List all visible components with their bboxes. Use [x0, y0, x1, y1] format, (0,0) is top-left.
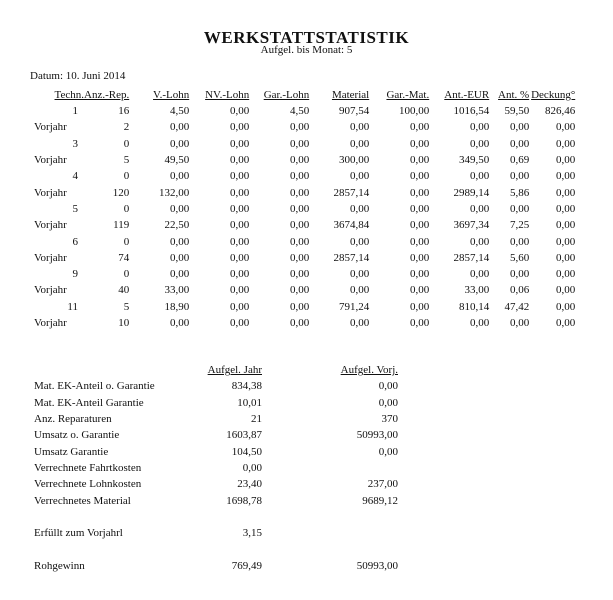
column-header-ant-eur: Ant.-EUR: [444, 88, 490, 101]
cell-deckung: 0,00: [555, 121, 576, 134]
cell-ant-eur: 0,00: [469, 317, 490, 329]
cell-deckung: 0,00: [555, 186, 576, 199]
cell-material: 0,00: [349, 202, 370, 215]
cell-material: 3674,84: [333, 219, 370, 232]
cell-gar-lohn: 0,00: [289, 137, 310, 150]
cell-nv-lohn: 0,00: [229, 300, 250, 313]
gross-profit-label: Rohgewinn: [34, 560, 85, 572]
cell-gar-mat: 100,00: [398, 105, 430, 118]
summary-label: Umsatz o. Garantie: [34, 429, 120, 442]
gross-profit-year: 769,49: [231, 560, 262, 572]
table-row: [34, 201, 575, 217]
cell-ant-pct: 0,00: [509, 137, 530, 150]
cell-v-lohn: 18,90: [164, 300, 190, 313]
cell-gar-lohn: 0,00: [289, 170, 310, 183]
cell-deckung: 0,00: [555, 137, 576, 150]
cell-ant-eur: 0,00: [469, 170, 490, 183]
column-header-ant-pct: Ant. %: [498, 88, 530, 101]
cell-deckung: 0,00: [555, 170, 576, 183]
summary-value-prev-year: [262, 460, 398, 476]
column-header-deckung: Deckung°: [531, 88, 576, 101]
cell-gar-lohn: 0,00: [289, 300, 310, 313]
cell-ant-pct: 0,00: [509, 268, 530, 281]
cell-material: 0,00: [349, 317, 370, 329]
cell-gar-lohn: 0,00: [289, 219, 310, 232]
cell-gar-mat: 0,00: [409, 154, 430, 167]
cell-ant-pct: 0,00: [509, 121, 530, 134]
cell-ant-pct: 5,86: [509, 186, 530, 199]
cell-v-lohn: 49,50: [164, 154, 190, 167]
cell-anz-rep: 2: [123, 121, 130, 134]
column-header-gar-lohn: Gar.-Lohn: [263, 88, 310, 101]
summary-value-year: 0,00: [242, 461, 262, 474]
cell-v-lohn: 0,00: [169, 251, 190, 264]
fulfilled-label: Erfüllt zum Vorjahrl: [34, 527, 123, 539]
column-header-material: Material: [331, 88, 370, 101]
cell-ant-pct: 0,00: [509, 317, 530, 329]
summary-header-row: [34, 362, 398, 378]
cell-nv-lohn: 0,00: [229, 137, 250, 150]
cell-ant-eur: 0,00: [469, 235, 490, 248]
summary-label: Verrechnete Fahrtkosten: [34, 461, 142, 474]
column-header-nv-lohn: NV.-Lohn: [205, 88, 250, 101]
cell-gar-mat: 0,00: [409, 202, 430, 215]
cell-deckung: 0,00: [555, 268, 576, 281]
cell-nv-lohn: 0,00: [229, 235, 250, 248]
cell-ant-eur: 0,00: [469, 121, 490, 134]
cell-gar-mat: 0,00: [409, 186, 430, 199]
cell-ant-eur: 0,00: [469, 137, 490, 150]
cell-deckung: 0,00: [555, 317, 576, 329]
cell-gar-lohn: 0,00: [289, 284, 310, 297]
cell-v-lohn: 0,00: [169, 170, 190, 183]
cell-anz-rep: 0: [123, 235, 130, 248]
cell-nv-lohn: 0,00: [229, 154, 250, 167]
cell-anz-rep: 0: [123, 202, 130, 215]
summary-label: Mat. EK-Anteil o. Garantie: [34, 380, 155, 393]
cell-v-lohn: 22,50: [164, 219, 190, 232]
report-date: Datum: 10. Juni 2014: [30, 70, 126, 82]
summary-label: Verrechnete Lohnkosten: [34, 478, 142, 491]
cell-ant-pct: 7,25: [509, 219, 530, 232]
cell-nv-lohn: 0,00: [229, 284, 250, 297]
cell-v-lohn: 0,00: [169, 137, 190, 150]
cell-v-lohn: 0,00: [169, 202, 190, 215]
cell-material: 0,00: [349, 121, 370, 134]
summary-row: [34, 395, 398, 411]
summary-value-prev-year: 0,00: [378, 380, 398, 393]
cell-anz-rep: 0: [123, 137, 130, 150]
cell-techn: Vorjahr: [34, 317, 67, 329]
cell-ant-pct: 0,00: [509, 202, 530, 215]
table-row: [34, 266, 575, 282]
summary-value-year: 10,01: [237, 396, 262, 409]
cell-material: 791,24: [338, 300, 370, 313]
cell-gar-mat: 0,00: [409, 121, 430, 134]
cell-gar-mat: 0,00: [409, 300, 430, 313]
cell-gar-mat: 0,00: [409, 170, 430, 183]
cell-techn: 11: [67, 300, 78, 313]
cell-material: 0,00: [349, 137, 370, 150]
table-row: [34, 315, 575, 331]
cell-material: 0,00: [349, 268, 370, 281]
report-subtitle: Aufgel. bis Monat: 5: [260, 44, 353, 56]
cell-ant-pct: 5,60: [509, 251, 530, 264]
cell-v-lohn: 0,00: [169, 317, 190, 329]
cell-ant-eur: 2857,14: [453, 251, 490, 264]
cell-v-lohn: 4,50: [169, 105, 190, 118]
table-row: [34, 103, 575, 119]
cell-techn: 3: [72, 137, 78, 150]
summary-label: Verrechnetes Material: [34, 494, 131, 507]
cell-ant-pct: 59,50: [504, 105, 530, 118]
cell-anz-rep: 0: [123, 170, 130, 183]
cell-anz-rep: 40: [118, 284, 130, 297]
cell-ant-pct: 0,06: [509, 284, 530, 297]
table-row: [34, 119, 575, 135]
cell-techn: Vorjahr: [34, 251, 67, 264]
cell-gar-lohn: 0,00: [289, 186, 310, 199]
cell-techn: 1: [72, 105, 78, 118]
cell-nv-lohn: 0,00: [229, 170, 250, 183]
summary-row: [34, 427, 398, 443]
cell-deckung: 0,00: [555, 154, 576, 167]
cell-gar-lohn: 0,00: [289, 121, 310, 134]
cell-techn: 9: [72, 268, 78, 281]
cell-ant-eur: 2989,14: [453, 186, 490, 199]
cell-gar-lohn: 0,00: [289, 235, 310, 248]
summary-row: [34, 411, 398, 427]
table-row: [34, 299, 575, 315]
summary-row: [34, 476, 398, 492]
cell-deckung: 0,00: [555, 251, 576, 264]
cell-gar-mat: 0,00: [409, 251, 430, 264]
cell-nv-lohn: 0,00: [229, 251, 250, 264]
summary-value-year: 21: [251, 413, 262, 426]
cell-gar-mat: 0,00: [409, 235, 430, 248]
cell-gar-mat: 0,00: [409, 137, 430, 150]
summary-value-prev-year: 50993,00: [356, 429, 398, 442]
cell-ant-pct: 47,42: [504, 300, 530, 313]
cell-techn: 4: [72, 170, 78, 183]
cell-ant-eur: 33,00: [464, 284, 490, 297]
summary-row: [34, 443, 398, 459]
cell-gar-lohn: 0,00: [289, 268, 310, 281]
cell-anz-rep: 5: [123, 300, 130, 313]
column-header-techn: Techn.: [54, 88, 84, 101]
cell-material: 0,00: [349, 235, 370, 248]
table-header-row: [34, 86, 575, 103]
cell-gar-mat: 0,00: [409, 317, 430, 329]
cell-nv-lohn: 0,00: [229, 121, 250, 134]
column-header-gar-mat: Gar.-Mat.: [386, 88, 430, 101]
cell-nv-lohn: 0,00: [229, 219, 250, 232]
cell-ant-pct: 0,00: [509, 235, 530, 248]
cell-gar-mat: 0,00: [409, 284, 430, 297]
cell-anz-rep: 0: [123, 268, 130, 281]
cell-gar-lohn: 0,00: [289, 202, 310, 215]
column-header-anz-rep: Anz.-Rep.: [84, 88, 130, 101]
summary-row: [34, 492, 398, 508]
cell-gar-lohn: 0,00: [289, 154, 310, 167]
summary-value-year: 1698,78: [226, 494, 262, 507]
cell-ant-pct: 0,00: [509, 170, 530, 183]
cell-ant-pct: 0,69: [509, 154, 530, 167]
table-row: [34, 282, 575, 298]
cell-ant-eur: 0,00: [469, 268, 490, 281]
cell-deckung: 826,46: [544, 105, 576, 118]
cell-material: 0,00: [349, 284, 370, 297]
summary-value-prev-year: 9689,12: [362, 494, 398, 507]
cell-gar-lohn: 0,00: [289, 251, 310, 264]
cell-material: 300,00: [338, 154, 370, 167]
cell-anz-rep: 119: [113, 219, 130, 232]
technician-stats-table: [34, 86, 575, 331]
summary-row: [34, 460, 398, 476]
summary-header-year: Aufgel. Jahr: [207, 364, 262, 377]
cell-deckung: 0,00: [555, 284, 576, 297]
summary-value-year: 834,38: [231, 380, 262, 393]
table-row: [34, 217, 575, 233]
cell-anz-rep: 16: [118, 105, 130, 118]
table-row: [34, 152, 575, 168]
cell-v-lohn: 0,00: [169, 121, 190, 134]
summary-header-prev-year: Aufgel. Vorj.: [340, 364, 398, 377]
cell-ant-eur: 0,00: [469, 202, 490, 215]
table-row: [34, 168, 575, 184]
cell-material: 2857,14: [333, 186, 370, 199]
cell-gar-mat: 0,00: [409, 219, 430, 232]
cell-gar-lohn: 0,00: [289, 317, 310, 329]
cell-nv-lohn: 0,00: [229, 317, 250, 329]
cell-material: 907,54: [338, 105, 370, 118]
cell-ant-eur: 3697,34: [453, 219, 490, 232]
cell-nv-lohn: 0,00: [229, 186, 250, 199]
cell-v-lohn: 132,00: [158, 186, 190, 199]
table-row: [34, 136, 575, 152]
cell-techn: Vorjahr: [34, 284, 67, 297]
cell-nv-lohn: 0,00: [229, 202, 250, 215]
cell-techn: 5: [72, 202, 78, 215]
cell-anz-rep: 74: [118, 251, 130, 264]
summary-value-prev-year: 370: [381, 413, 398, 426]
cell-gar-lohn: 4,50: [289, 105, 310, 118]
summary-header-spacer: [34, 362, 204, 378]
cell-techn: 6: [72, 235, 78, 248]
cell-ant-eur: 349,50: [458, 154, 490, 167]
cell-ant-eur: 1016,54: [453, 105, 490, 118]
fulfilled-value: 3,15: [242, 527, 262, 539]
cell-techn: Vorjahr: [34, 219, 67, 232]
summary-value-prev-year: 0,00: [378, 396, 398, 409]
cell-nv-lohn: 0,00: [229, 268, 250, 281]
summary-table: [34, 362, 398, 509]
report-title: WERKSTATTSTATISTIK: [203, 28, 410, 47]
cell-material: 2857,14: [333, 251, 370, 264]
cell-gar-mat: 0,00: [409, 268, 430, 281]
cell-ant-eur: 810,14: [458, 300, 490, 313]
cell-deckung: 0,00: [555, 202, 576, 215]
cell-anz-rep: 120: [112, 186, 130, 199]
summary-label: Mat. EK-Anteil Garantie: [34, 396, 144, 409]
cell-techn: Vorjahr: [34, 154, 67, 167]
table-row: [34, 250, 575, 266]
cell-v-lohn: 33,00: [164, 284, 190, 297]
summary-label: Umsatz Garantie: [34, 445, 109, 458]
summary-value-year: 1603,87: [226, 429, 262, 442]
cell-deckung: 0,00: [555, 300, 576, 313]
cell-anz-rep: 10: [118, 317, 130, 329]
cell-v-lohn: 0,00: [169, 235, 190, 248]
summary-value-year: 104,50: [231, 445, 262, 458]
cell-deckung: 0,00: [555, 235, 576, 248]
summary-row: [34, 378, 398, 394]
cell-techn: Vorjahr: [34, 186, 67, 199]
cell-anz-rep: 5: [123, 154, 130, 167]
cell-v-lohn: 0,00: [169, 268, 190, 281]
cell-deckung: 0,00: [555, 219, 576, 232]
column-header-v-lohn: V.-Lohn: [153, 88, 190, 101]
summary-value-year: 23,40: [237, 478, 262, 491]
cell-nv-lohn: 0,00: [229, 105, 250, 118]
summary-value-prev-year: 0,00: [378, 445, 398, 458]
summary-value-prev-year: 237,00: [367, 478, 398, 491]
table-row: [34, 184, 575, 200]
cell-material: 0,00: [349, 170, 370, 183]
gross-profit-prev-year: 50993,00: [356, 560, 398, 572]
table-row: [34, 233, 575, 249]
cell-techn: Vorjahr: [34, 121, 67, 134]
summary-label: Anz. Reparaturen: [34, 413, 112, 426]
